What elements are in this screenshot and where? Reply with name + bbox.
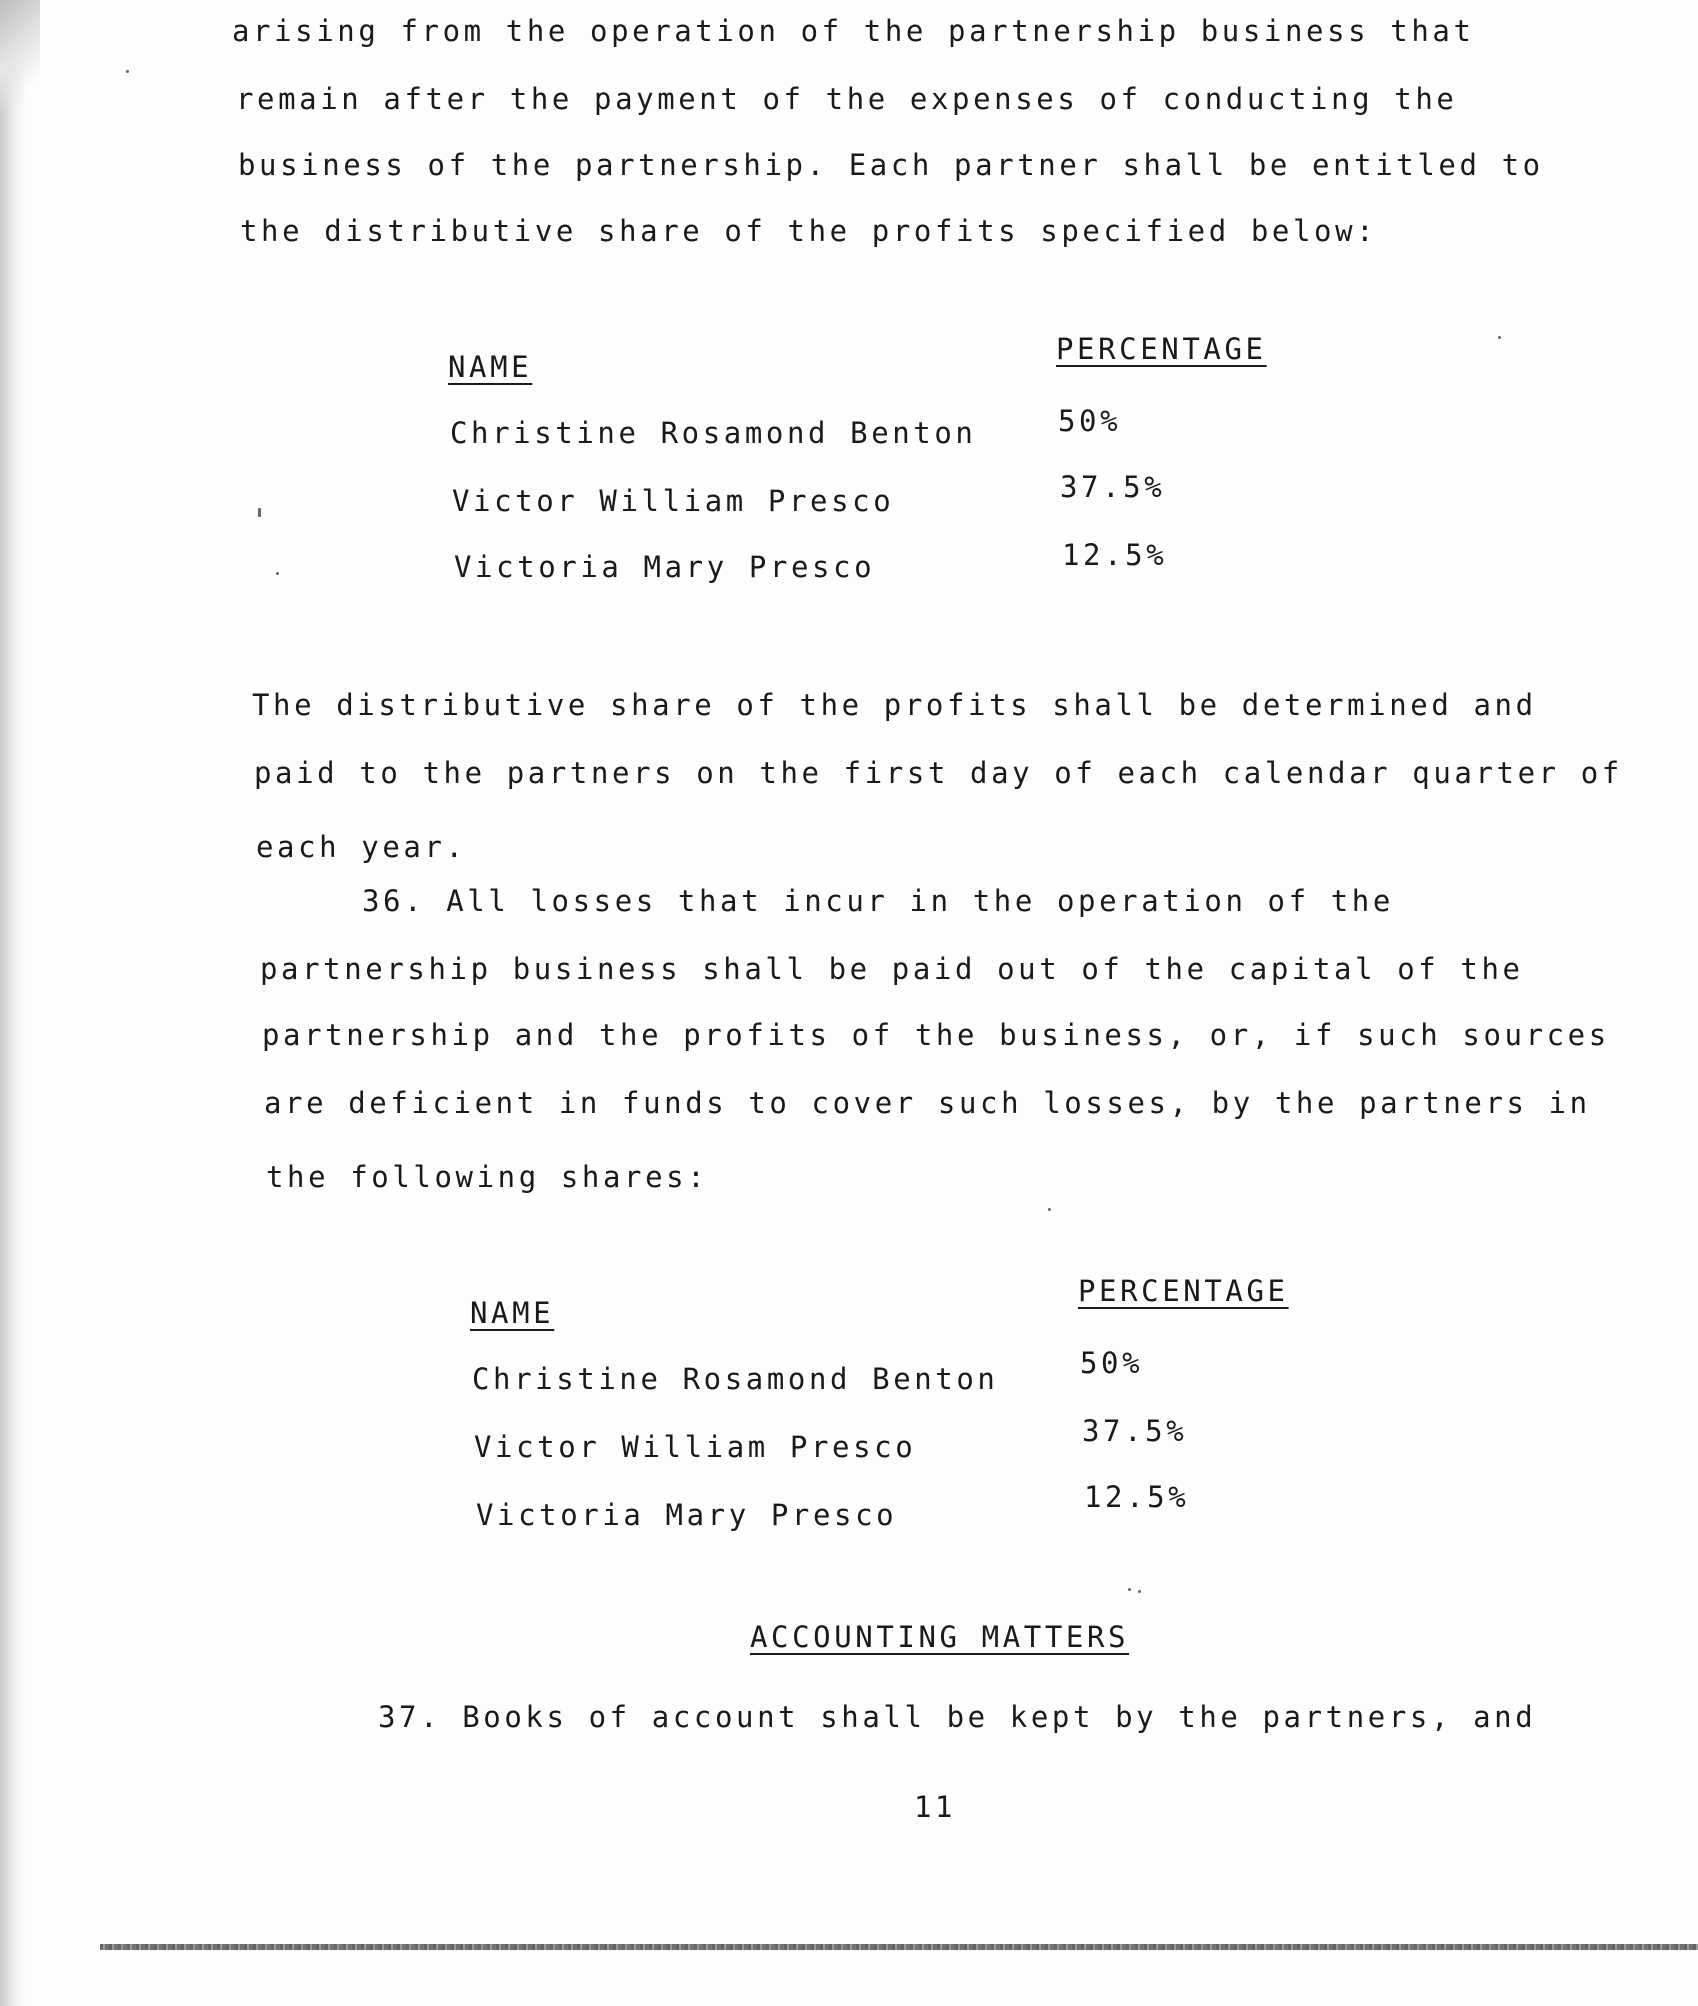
losses-table-row-name: Christine Rosamond Benton — [472, 1362, 999, 1396]
losses-table-header-name: NAME — [470, 1296, 555, 1330]
scan-speck — [258, 508, 261, 517]
profit-paragraph-line: paid to the partners on the first day of each calendar quarter of — [254, 756, 1623, 790]
profits-table-row-name: Christine Rosamond Benton — [450, 416, 977, 450]
scan-edge-shadow — [0, 0, 26, 2006]
scan-speck — [1498, 336, 1501, 339]
scan-speck — [1128, 1588, 1131, 1591]
profit-paragraph-line: each year. — [256, 830, 467, 864]
para36-line: partnership business shall be paid out of the capital of the — [260, 952, 1524, 986]
scan-speck — [1138, 1590, 1141, 1593]
intro-line: arising from the operation of the partnership business that — [232, 14, 1475, 48]
losses-table-row-percentage: 37.5% — [1082, 1414, 1188, 1448]
page-corner-fold — [0, 0, 40, 120]
scan-speck — [126, 70, 129, 73]
para37-line: 37. Books of account shall be kept by the partners, and — [378, 1700, 1537, 1734]
profits-table-header-percentage: PERCENTAGE — [1056, 332, 1267, 366]
profits-table-row-name: Victoria Mary Presco — [454, 550, 876, 584]
scan-speck — [276, 572, 279, 575]
para36-line: 36. All losses that incur in the operation of the — [362, 884, 1394, 918]
para36-line: partnership and the profits of the business, or, if such sources — [262, 1018, 1610, 1052]
intro-line: the distributive share of the profits specified below: — [240, 214, 1378, 248]
losses-table-row-name: Victoria Mary Presco — [476, 1498, 898, 1532]
profits-table-row-percentage: 50% — [1058, 404, 1122, 438]
profits-table-row-percentage: 12.5% — [1062, 538, 1168, 572]
profits-table-row-name: Victor William Presco — [452, 484, 895, 518]
profits-table-row-percentage: 37.5% — [1060, 470, 1166, 504]
scan-bottom-rule — [100, 1944, 1698, 1950]
profit-paragraph-line: The distributive share of the profits shall be determined and — [252, 688, 1537, 722]
para36-line: are deficient in funds to cover such losses, by the partners in — [264, 1086, 1591, 1120]
intro-line: remain after the payment of the expenses of conducting the — [236, 82, 1458, 116]
losses-table-row-percentage: 12.5% — [1084, 1480, 1190, 1514]
losses-table-header-percentage: PERCENTAGE — [1078, 1274, 1289, 1308]
section-heading: ACCOUNTING MATTERS — [750, 1620, 1130, 1654]
losses-table-row-name: Victor William Presco — [474, 1430, 917, 1464]
para36-line: the following shares: — [266, 1160, 709, 1194]
intro-line: business of the partnership. Each partner shall be entitled to — [238, 148, 1544, 182]
page-number: 11 — [914, 1790, 957, 1824]
scan-speck — [1048, 1208, 1051, 1211]
profits-table-header-name: NAME — [448, 350, 533, 384]
losses-table-row-percentage: 50% — [1080, 1346, 1144, 1380]
